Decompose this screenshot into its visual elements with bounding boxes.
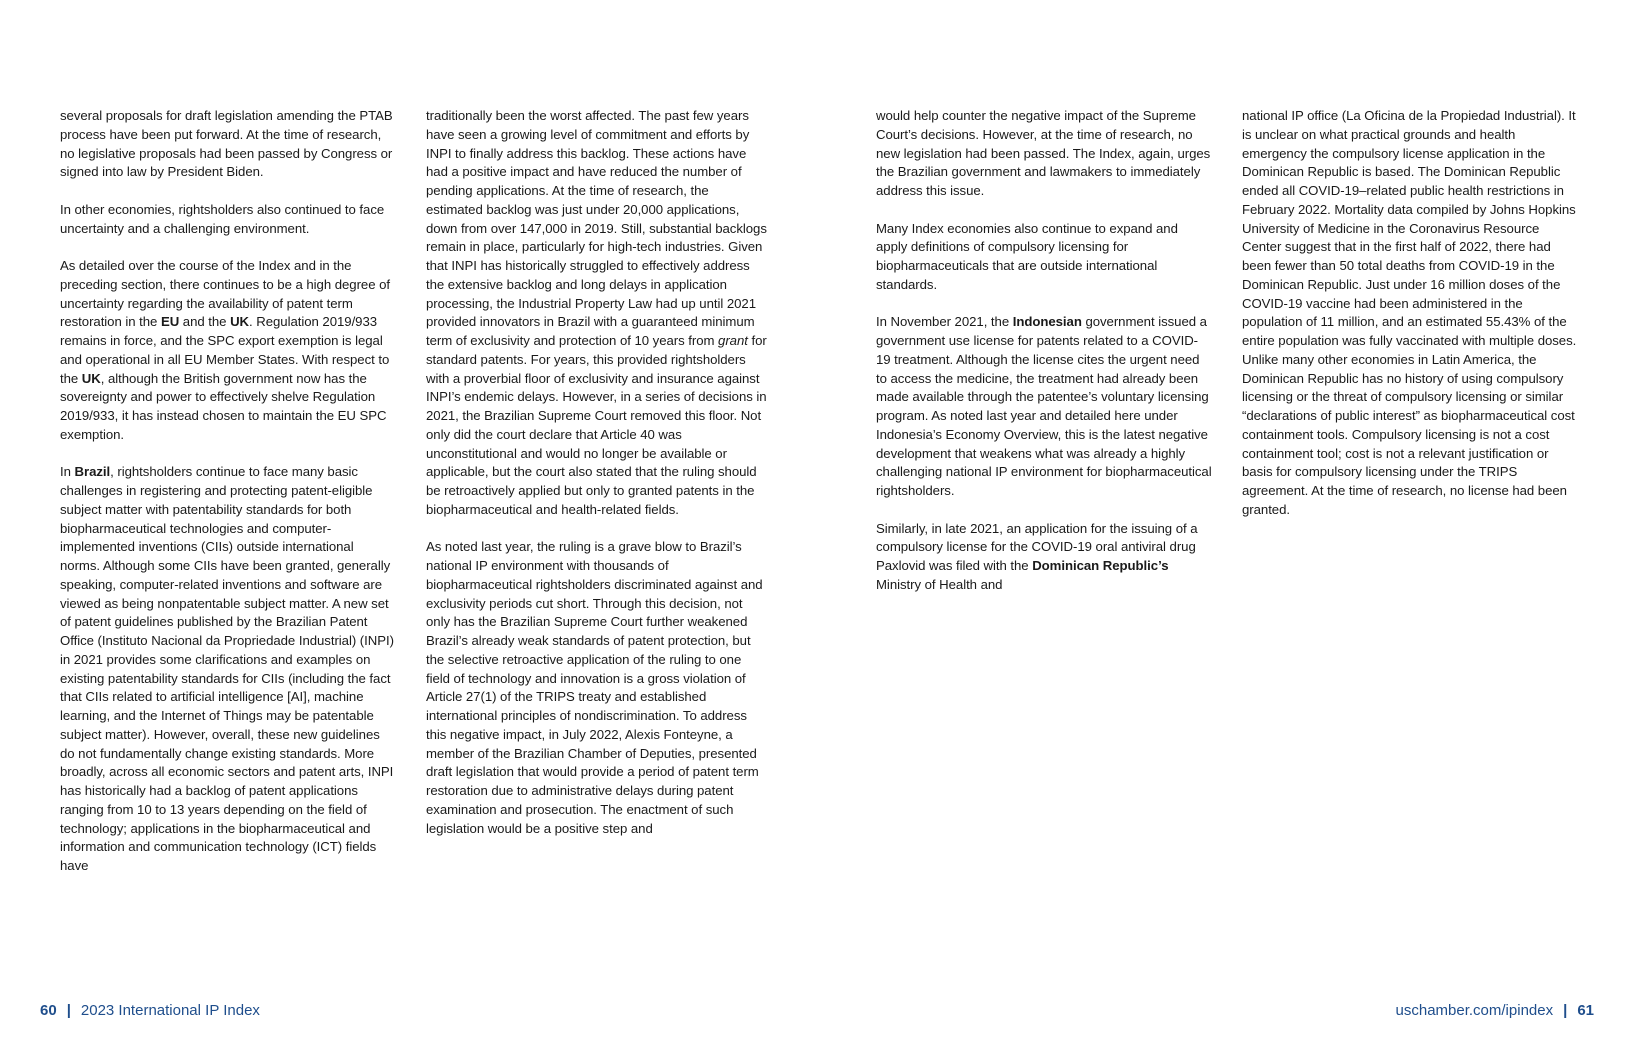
text-run: Similarly, in late 2021, an application for the issuing of a compulsory license for the COVID-19 oral antiviral drug Paxlovid was filed with the [876,520,1198,573]
text-run: would help counter the negative impact of the Supreme Court’s decisions. However, at the time of research, no new legislation had been passed. The Index, again, urges the Brazilian government and lawmakers to immediately address this issue. [876,108,1211,198]
text-run: In [60,464,75,480]
text-run: Ministry of Health and [876,576,1003,592]
bold-text: EU [160,314,180,330]
body-paragraph [60,463,396,876]
body-paragraph [876,107,1212,201]
website-url: uschamber.com/ipindex [1395,1002,1554,1019]
body-paragraph [60,257,396,445]
body-paragraph [60,201,396,239]
text-run: for standard patents. For years, this provided rightsholders with a proverbial floor of exclusivity and insurance against INPI’s endemic delays. However, in a series of decisions in 2021, the Brazilian Supreme Court removed this floor. Not only did the court declare that Article 40 was unconstitutional and would no longer be available or applicable, but the court also stated that the ruling should be retroactively applied but only to granted patents in the biopharmaceutical and health-related fields. [426,333,767,517]
footer-right [1396,1001,1594,1021]
bold-text: UK [81,370,101,386]
right-page-number: 61 [1577,1002,1594,1019]
text-run: Many Index economies also continue to expand and apply definitions of compulsory licensing for biopharmaceuticals that are outside international standards. [876,220,1178,292]
text-run: . Regulation 2019/933 remains in force, and the SPC export exemption is legal and operational in all EU Member States. With respect to the [60,314,390,386]
footer-separator-right: | [1563,1002,1568,1019]
column-1 [60,107,396,895]
bold-text: Indonesian [1012,314,1082,330]
body-paragraph [876,520,1212,595]
text-run: traditionally been the worst affected. The past few years have seen a growing level of commitment and efforts by INPI to finally address this backlog. These actions have had a positive impact and have reduced the number of pending applications. At the time of research, the estimated backlog was just under 20,000 applications, down from over 147,000 in 2019. Still, substantial backlogs remain in place, particularly for high-tech industries. Given that INPI has historically struggled to effectively address the extensive backlog and long delays in application processing, the Industrial Property Law had up until 2021 provided innovators in Brazil with a guaranteed minimum term of exclusivity and protection of 10 years from [426,108,767,348]
text-run: national IP office (La Oficina de la Propiedad Industrial). It is unclear on what practical grounds and health emergency the compulsory license application in the Dominican Republic is based. The Dominican Republic ended all COVID-19–related public health restrictions in February 2022. Mortality data compiled by Johns Hopkins University of Medicine in the Coronavirus Resource Center suggest that in the first half of 2022, there had been fewer than 50 total deaths from COVID-19 in the Dominican Republic. Just under 16 million doses of the COVID-19 vaccine had been administered in the population of 11 million, and an estimated 55.43% of the entire population was fully vaccinated with multiple doses. Unlike many other economies in Latin America, the Dominican Republic has no history of using compulsory licensing or the threat of compulsory licensing or similar “declarations of public interest” as biopharmaceutical cost containment tools. Compulsory licensing is not a cost containment tool; cost is not a relevant justification or basis for compulsory licensing under the TRIPS agreement. At the time of research, no license had been granted. [1242,108,1577,517]
column-2 [426,107,768,857]
italic-text: grant [718,333,748,348]
text-run: several proposals for draft legislation amending the PTAB process have been put forward. At the time of research, no legislative proposals had been passed by Congress or signed into law by President Biden. [60,108,393,180]
body-paragraph [60,107,396,182]
column-4 [1242,107,1578,538]
footer-separator-left: | [66,1002,71,1019]
text-run: government issued a government use license for patents related to a COVID-19 treatment. Although the license cites the urgent need to access the medicine, the treatment had already been made available through the patentee’s voluntary licensing program. As noted last year and detailed here under Indonesia’s Economy Overview, this is the latest negative development that weakens what was already a highly challenging national IP environment for biopharmaceutical rightsholders. [876,314,1212,498]
footer-left [40,1001,260,1021]
body-paragraph [876,313,1212,501]
left-page-number: 60 [40,1002,57,1019]
text-run: As noted last year, the ruling is a grave blow to Brazil’s national IP environment with thousands of biopharmaceutical rightsholders discriminated against and exclusivity periods cut short. Through this decision, not only has the Brazilian Supreme Court further weakened Brazil’s already weak standards of patent protection, but the selective retroactive application of the ruling to one field of technology and innovation is a gross violation of Article 27(1) of the TRIPS treaty and established international principles of nondiscrimination. To address this negative impact, in July 2022, Alexis Fonteyne, a member of the Brazilian Chamber of Deputies, presented draft legislation that would provide a period of patent term restoration due to administrative delays during patent examination and prosecution. The enactment of such legislation would be a positive step and [426,539,763,836]
text-run: , although the British government now has the sovereignty and power to effectively shelve Regulation 2019/933, it has instead chosen to maintain the EU SPC exemption. [60,370,387,442]
bold-text: UK [230,314,250,330]
bold-text: Dominican Republic’s [1032,558,1169,573]
body-paragraph [426,538,768,838]
body-paragraph [426,107,768,520]
publication-title: 2023 International IP Index [80,1002,260,1019]
bold-text: Brazil [74,464,111,480]
text-run: and the [179,314,231,330]
column-3 [876,107,1212,613]
text-run: In other economies, rightsholders also continued to face uncertainty and a challenging environment. [60,201,385,236]
text-run: As detailed over the course of the Index and in the preceding section, there continues to be a high degree of uncertainty regarding the availability of patent term restoration in the [60,258,390,330]
body-paragraph [1242,107,1578,520]
text-run: In November 2021, the [876,314,1013,330]
body-paragraph [876,220,1212,295]
text-run: , rightsholders continue to face many basic challenges in registering and protecting patent-eligible subject matter with patentability standards for both biopharmaceutical technologies and computer-implemented inventions (CIIs) outside international norms. Although some CIIs have been granted, generally speaking, computer-related inventions and software are viewed as being nonpatentable subject matter. A new set of patent guidelines published by the Brazilian Patent Office (Instituto Nacional da Propriedade Industrial) (INPI) in 2021 provides some clarifications and examples on existing patentability standards for CIIs (including the fact that CIIs related to artificial intelligence [AI], machine learning, and the Internet of Things may be patentable subject matter). However, overall, these new guidelines do not fundamentally change existing standards. More broadly, across all economic sectors and patent arts, INPI has historically had a backlog of patent applications ranging from 10 to 13 years depending on the field of technology; applications in the biopharmaceutical and information and communication technology (ICT) fields have [60,464,394,873]
